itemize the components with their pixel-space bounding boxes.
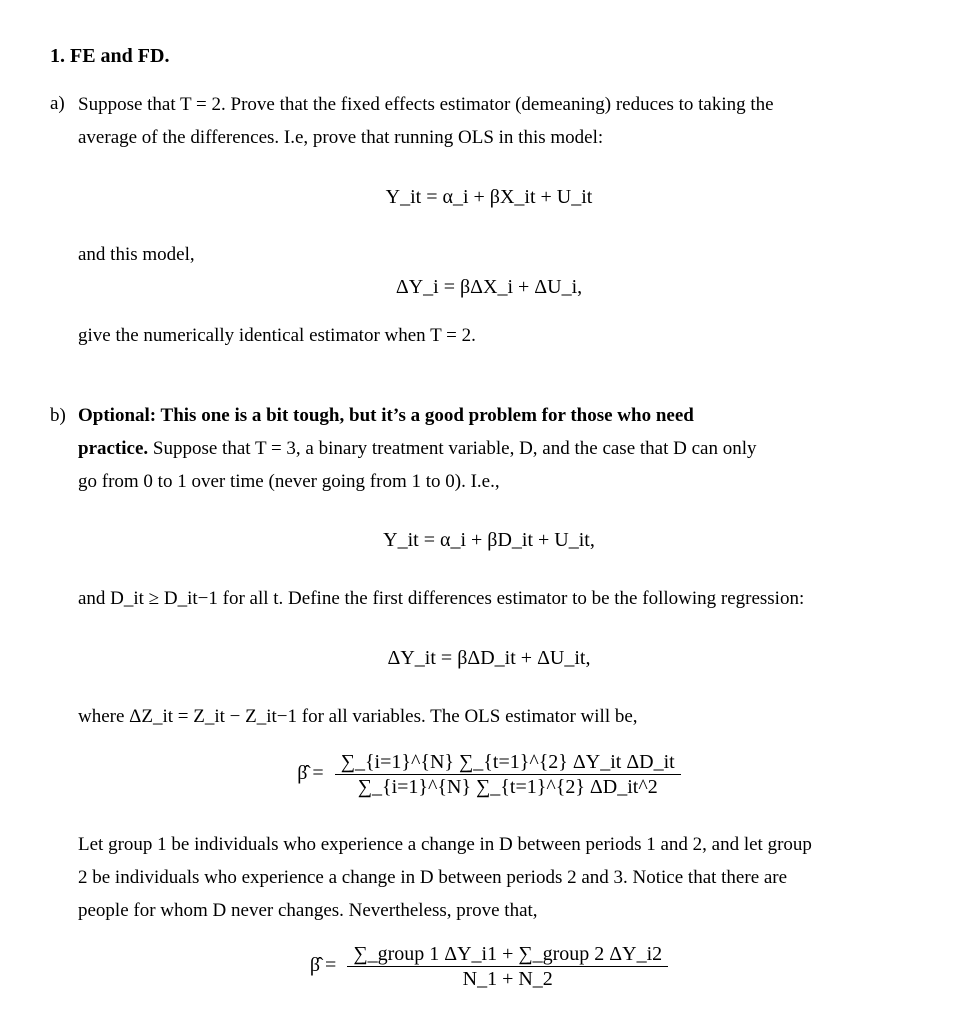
beta-hat-lhs: β̂ = (297, 762, 324, 785)
part-b-line-2 (78, 432, 757, 465)
result-fraction (347, 942, 668, 991)
result-denominator: N_1 + N_2 (462, 968, 553, 990)
problem-heading: 1. FE and FD. (50, 45, 170, 67)
part-b-equation-4 (0, 942, 978, 991)
fraction-denominator: ∑_{i=1}^{N} ∑_{t=1}^{2} ΔD_it^2 (357, 776, 658, 798)
part-b-equation-3 (0, 750, 978, 799)
part-a-equation-2: ΔY_i = βΔX_i + ΔU_i, (395, 276, 583, 298)
part-b-optional-note: Optional: This one is a bit tough, but it’s a good problem for those who need (78, 405, 694, 426)
part-b-equation-2: ΔY_it = βΔD_it + ΔU_it, (387, 647, 591, 669)
result-numerator: ∑_group 1 ΔY_i1 + ∑_group 2 ΔY_i2 (353, 943, 663, 965)
beta-hat-lhs-2: β̂ = (309, 954, 337, 977)
part-b-label: b) (50, 405, 66, 426)
estimator-fraction (335, 750, 681, 799)
part-b-line-5: where ΔZ_it = Z_it − Z_it−1 for all variables. The OLS estimator will be, (78, 706, 638, 727)
part-b-equation-1: Y_it = α_i + βD_it + U_it, (383, 529, 595, 551)
part-a-connector: and this model, (78, 244, 195, 265)
part-b-line-4: and D_it ≥ D_it−1 for all t. Define the first differences estimator to be the following regression: (78, 588, 805, 609)
part-a-line-2: average of the differences. I.e, prove that running OLS in this model: (78, 127, 604, 148)
part-b-line-3: go from 0 to 1 over time (never going from 1 to 0). I.e., (78, 471, 500, 492)
part-a-label: a) (50, 93, 65, 114)
part-a-conclusion: give the numerically identical estimator when T = 2. (78, 325, 476, 346)
part-a-line-1: Suppose that T = 2. Prove that the fixed effects estimator (demeaning) reduces to taking the (78, 94, 774, 115)
fraction-numerator: ∑_{i=1}^{N} ∑_{t=1}^{2} ΔY_it ΔD_it (340, 751, 675, 773)
part-a-equation-1: Y_it = α_i + βX_it + U_it (385, 186, 593, 208)
part-b-line-2-rest: Suppose that T = 3, a binary treatment variable, D, and the case that D can only (148, 438, 757, 459)
part-b-line-6: Let group 1 be individuals who experience a change in D between periods 1 and 2, and let group (78, 834, 812, 855)
part-b-practice-bold: practice. (78, 438, 149, 459)
part-b-line-8: people for whom D never changes. Nevertheless, prove that, (78, 900, 538, 921)
part-b-line-7: 2 be individuals who experience a change in D between periods 2 and 3. Notice that there are (78, 867, 788, 888)
